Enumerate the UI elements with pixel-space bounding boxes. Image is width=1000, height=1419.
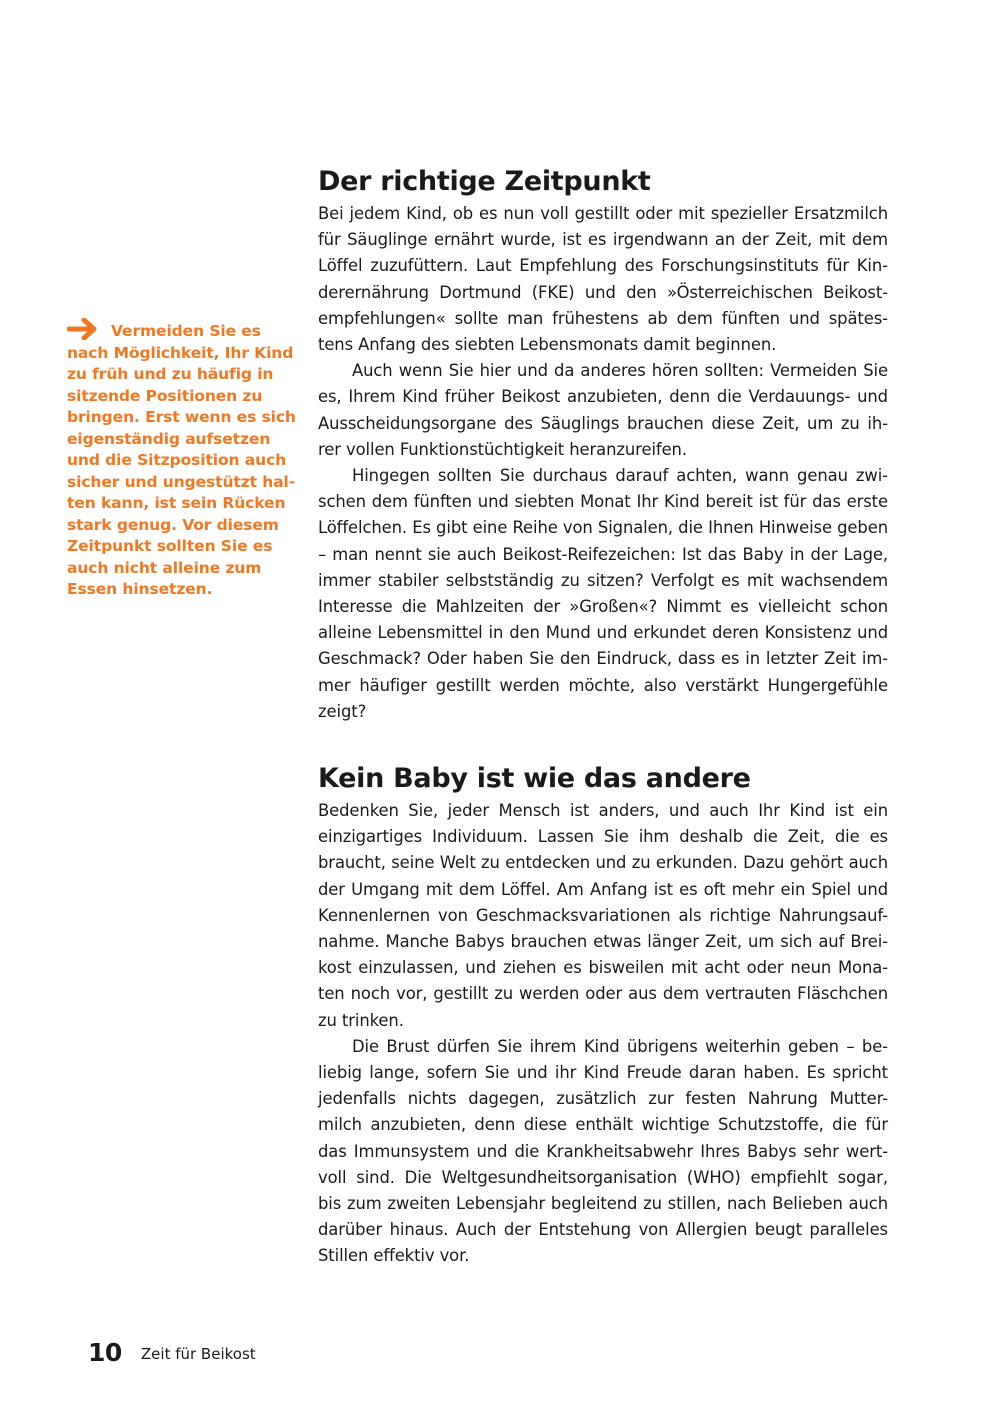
body-line: ten noch vor, gestillt zu werden oder aus dem vertrauten Fläschchen <box>318 984 888 1004</box>
page-number: 10 <box>88 1338 122 1367</box>
running-title: Zeit für Beikost <box>140 1345 256 1363</box>
body-line: das Immunsystem und die Krankheitsabwehr Ihres Babys sehr wert- <box>318 1141 888 1161</box>
section-heading: Kein Baby ist wie das andere <box>318 763 751 794</box>
body-line: Bei jedem Kind, ob es nun voll gestillt oder mit spezieller Ersatzmilch <box>318 204 888 223</box>
sidebar-line: Zeitpunkt sollten Sie es <box>67 537 273 555</box>
section-body <box>318 201 888 725</box>
sidebar-line: auch nicht alleine zum <box>67 558 262 577</box>
section-timing <box>318 166 888 725</box>
body-line: Bedenken Sie, jeder Mensch ist anders, und auch Ihr Kind ist ein <box>318 801 888 820</box>
body-line: – man nennt sie auch Beikost-Reifezeichen: Ist das Baby in der Lage, <box>318 544 888 564</box>
body-line: Die Brust dürfen Sie ihrem Kind übrigens weiterhin geben – be- <box>352 1036 888 1056</box>
body-line: Hingegen sollten Sie durchaus darauf achten, wann genau zwi- <box>352 466 888 486</box>
body-line: Löffel zuzufüttern. Laut Empfehlung des Forschungsinstituts für Kin- <box>318 256 888 276</box>
sidebar-line: stark genug. Vor diesem <box>67 515 279 534</box>
body-line: schen dem fünften und siebten Monat Ihr Kind bereit ist für das erste <box>318 492 888 512</box>
arrow-right-icon <box>67 318 101 340</box>
sidebar-line: Essen hinsetzen. <box>67 580 213 598</box>
sidebar-line: nach Möglichkeit, Ihr Kind <box>67 343 294 362</box>
sidebar-note <box>67 318 296 601</box>
body-line: Kennenlernen von Geschmacksvariationen als richtige Nahrungsauf- <box>318 905 888 925</box>
body-line: Ausscheidungsorgane des Säuglings brauchen diese Zeit, um zu ih- <box>318 413 888 433</box>
body-line: zeigt? <box>318 701 367 721</box>
section-heading: Der richtige Zeitpunkt <box>318 166 651 197</box>
body-line: liebig lange, sofern Sie und ihr Kind Freude daran haben. Es spricht <box>318 1063 888 1083</box>
body-line: Stillen effektiv vor. <box>318 1246 470 1266</box>
body-line: derernährung Dortmund (FKE) und den »Österreichischen Beikost- <box>318 282 888 302</box>
body-line: zu trinken. <box>318 1010 404 1030</box>
body-line: bis zum zweiten Lebensjahr begleitend zu stillen, nach Belieben auch <box>318 1194 888 1214</box>
page-footer <box>88 1338 256 1367</box>
body-line: empfehlungen« sollte man frühestens ab dem fünften und spätes- <box>318 308 888 328</box>
sidebar-line: und die Sitzposition auch <box>67 451 287 469</box>
body-line: alleine Lebensmittel in den Mund und erkundet deren Konsistenz und <box>318 623 888 643</box>
sidebar-line: sicher und ungestützt hal- <box>67 472 296 491</box>
body-line: für Säuglinge ernährt wurde, ist es irgendwann an der Zeit, mit dem <box>318 230 888 250</box>
body-line: Interesse die Mahlzeiten der »Großen«? Nimmt es vielleicht schon <box>318 597 888 617</box>
body-line: jedenfalls nichts dagegen, zusätzlich zur festen Nahrung Mutter- <box>318 1089 888 1109</box>
sidebar-line: zu früh und zu häufig in <box>67 365 274 383</box>
section-individual <box>318 763 888 1270</box>
sidebar-line: Vermeiden Sie es <box>67 318 282 343</box>
body-line: kost einzulassen, und ziehen es bisweilen mit acht oder neun Mona- <box>318 958 888 978</box>
body-line: immer stabiler selbstständig zu sitzen? Verfolgt es mit wachsendem <box>318 570 888 590</box>
body-line: einzigartiges Individuum. Lassen Sie ihm deshalb die Zeit, die es <box>318 827 888 847</box>
body-line: Geschmack? Oder haben Sie den Eindruck, dass es in letzter Zeit im- <box>318 649 888 669</box>
body-line: mer häufiger gestillt werden möchte, also verstärkt Hungergefühle <box>318 675 888 695</box>
body-line: nahme. Manche Babys brauchen etwas länger Zeit, um sich auf Brei- <box>318 932 888 952</box>
sidebar-line: ten kann, ist sein Rücken <box>67 494 286 512</box>
section-body <box>318 798 888 1270</box>
body-line: tens Anfang des siebten Lebensmonats damit beginnen. <box>318 335 777 355</box>
sidebar-line: sitzende Positionen zu <box>67 386 263 405</box>
sidebar-line: bringen. Erst wenn es sich <box>67 408 296 426</box>
body-line: darüber hinaus. Auch der Entstehung von Allergien beugt paralleles <box>318 1220 888 1240</box>
body-line: Löffelchen. Es gibt eine Reihe von Signalen, die Ihnen Hinweise geben <box>318 518 888 538</box>
body-line: rer vollen Funktionstüchtigkeit heranzureifen. <box>318 439 687 459</box>
body-line: der Umgang mit dem Löffel. Am Anfang ist es oft mehr ein Spiel und <box>318 879 888 899</box>
body-line: voll sind. Die Weltgesundheitsorganisation (WHO) empfiehlt sogar, <box>318 1167 888 1187</box>
body-line: braucht, seine Welt zu entdecken und zu erkunden. Dazu gehört auch <box>318 853 888 873</box>
body-line: milch anzubieten, denn diese enthält wichtige Schutzstoffe, die für <box>318 1115 888 1135</box>
body-line: Auch wenn Sie hier und da anderes hören sollten: Vermeiden Sie <box>352 361 888 381</box>
sidebar-line: eigenständig aufsetzen <box>67 429 271 448</box>
body-line: es, Ihrem Kind früher Beikost anzubieten, denn die Verdauungs- und <box>318 387 888 407</box>
